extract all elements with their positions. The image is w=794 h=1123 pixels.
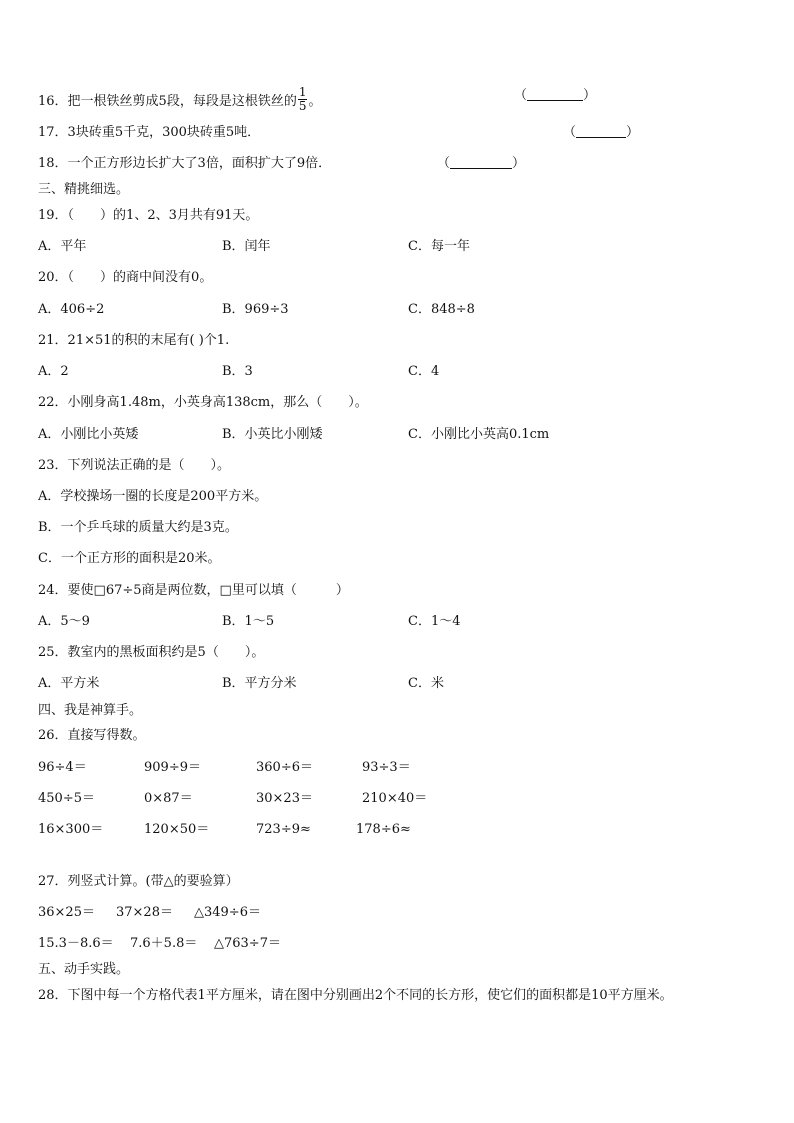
question-20: 20．（ ）的商中间没有0。 (38, 270, 213, 285)
question-16-tail: 。 (308, 94, 322, 109)
calc-item: 723÷9≈ (256, 822, 311, 837)
question-17: 17．3块砖重5千克，300块砖重5吨． (38, 125, 261, 140)
paren-left: （ (437, 156, 451, 171)
calc-item: 30×23＝ (256, 791, 313, 806)
option-a[interactable]: A．平方米 (38, 676, 100, 691)
fraction-denominator: 5 (298, 99, 307, 113)
blank-line (576, 125, 626, 138)
section-4-heading: 四、我是神算手。 (38, 703, 143, 718)
question-26: 26．直接写得数。 (38, 728, 146, 743)
calc-item: 37×28＝ (116, 905, 173, 920)
option-b[interactable]: B．1～5 (222, 614, 275, 629)
question-22: 22．小刚身高1.48m，小英身高138cm，那么（ ）。 (38, 395, 368, 410)
option-c[interactable]: C．每一年 (408, 239, 470, 254)
paren-right: ） (512, 156, 526, 171)
option-b[interactable]: B．969÷3 (222, 302, 289, 317)
option-a[interactable]: A．2 (38, 364, 69, 379)
section-3-heading: 三、精挑细选。 (38, 182, 130, 197)
question-21: 21．21×51的积的末尾有( )个1. (38, 333, 230, 348)
option-c[interactable]: C．米 (408, 676, 444, 691)
paren-right: ） (626, 125, 640, 140)
option-a[interactable]: A．学校操场一圈的长度是200平方米。 (38, 489, 268, 504)
option-c[interactable]: C．小刚比小英高0.1cm (408, 427, 550, 442)
question-24: 24．要使□67÷5商是两位数，□里可以填（ ） (38, 583, 349, 598)
option-c[interactable]: C．一个正方形的面积是20米。 (38, 551, 221, 566)
calc-item: 15.3－8.6＝ (38, 936, 114, 951)
calc-item: △763÷7＝ (214, 936, 281, 951)
calc-item: 96÷4＝ (38, 760, 87, 775)
blank-line (450, 156, 512, 169)
answer-blank-17[interactable] (563, 125, 639, 141)
option-c[interactable]: C．1～4 (408, 614, 461, 629)
calc-item: 909÷9＝ (144, 760, 201, 775)
calc-item: 450÷5＝ (38, 791, 95, 806)
option-b[interactable]: B．3 (222, 364, 253, 379)
option-a[interactable]: A．5～9 (38, 614, 90, 629)
paren-left: （ (563, 125, 577, 140)
section-5-heading: 五、动手实践。 (38, 962, 130, 977)
answer-blank-16[interactable] (514, 88, 596, 104)
question-23: 23．下列说法正确的是（ ）。 (38, 458, 231, 473)
answer-blank-18[interactable] (437, 156, 525, 172)
fraction (298, 86, 308, 113)
calc-item: 178÷6≈ (356, 822, 411, 837)
calc-item: 210×40＝ (362, 791, 428, 806)
question-18: 18．一个正方形边长扩大了3倍，面积扩大了9倍． (38, 156, 332, 171)
option-b[interactable]: B．小英比小刚矮 (222, 427, 323, 442)
paren-right: ） (583, 88, 597, 103)
calc-item: 0×87＝ (144, 791, 193, 806)
question-27: 27．列竖式计算。(带△的要验算） (38, 874, 239, 889)
option-a[interactable]: A．平年 (38, 239, 87, 254)
fraction-numerator: 1 (298, 85, 307, 99)
calc-item: △349÷6＝ (194, 905, 261, 920)
question-16-text: 16．把一根铁丝剪成5段，每段是这根铁丝的 (38, 94, 297, 109)
calc-item: 36×25＝ (38, 905, 95, 920)
option-c[interactable]: C．4 (408, 364, 440, 379)
option-b[interactable]: B．一个乒乓球的质量大约是3克。 (38, 520, 238, 535)
option-b[interactable]: B．平方分米 (222, 676, 297, 691)
option-a[interactable]: A．406÷2 (38, 302, 105, 317)
question-19: 19．（ ）的1、2、3月共有91天。 (38, 208, 259, 223)
option-a[interactable]: A．小刚比小英矮 (38, 427, 139, 442)
blank-line (527, 88, 583, 101)
question-28: 28．下图中每一个方格代表1平方厘米，请在图中分别画出2个不同的长方形，使它们的面积都是10平方厘米。 (38, 988, 673, 1003)
question-16 (38, 85, 322, 115)
option-c[interactable]: C．848÷8 (408, 302, 475, 317)
calc-item: 7.6＋5.8＝ (130, 936, 198, 951)
paren-left: （ (514, 88, 528, 103)
option-b[interactable]: B．闰年 (222, 239, 271, 254)
calc-item: 360÷6＝ (256, 760, 313, 775)
question-25: 25．教室内的黑板面积约是5（ ）。 (38, 645, 265, 660)
calc-item: 16×300＝ (38, 822, 104, 837)
calc-item: 120×50＝ (144, 822, 210, 837)
calc-item: 93÷3＝ (362, 760, 411, 775)
